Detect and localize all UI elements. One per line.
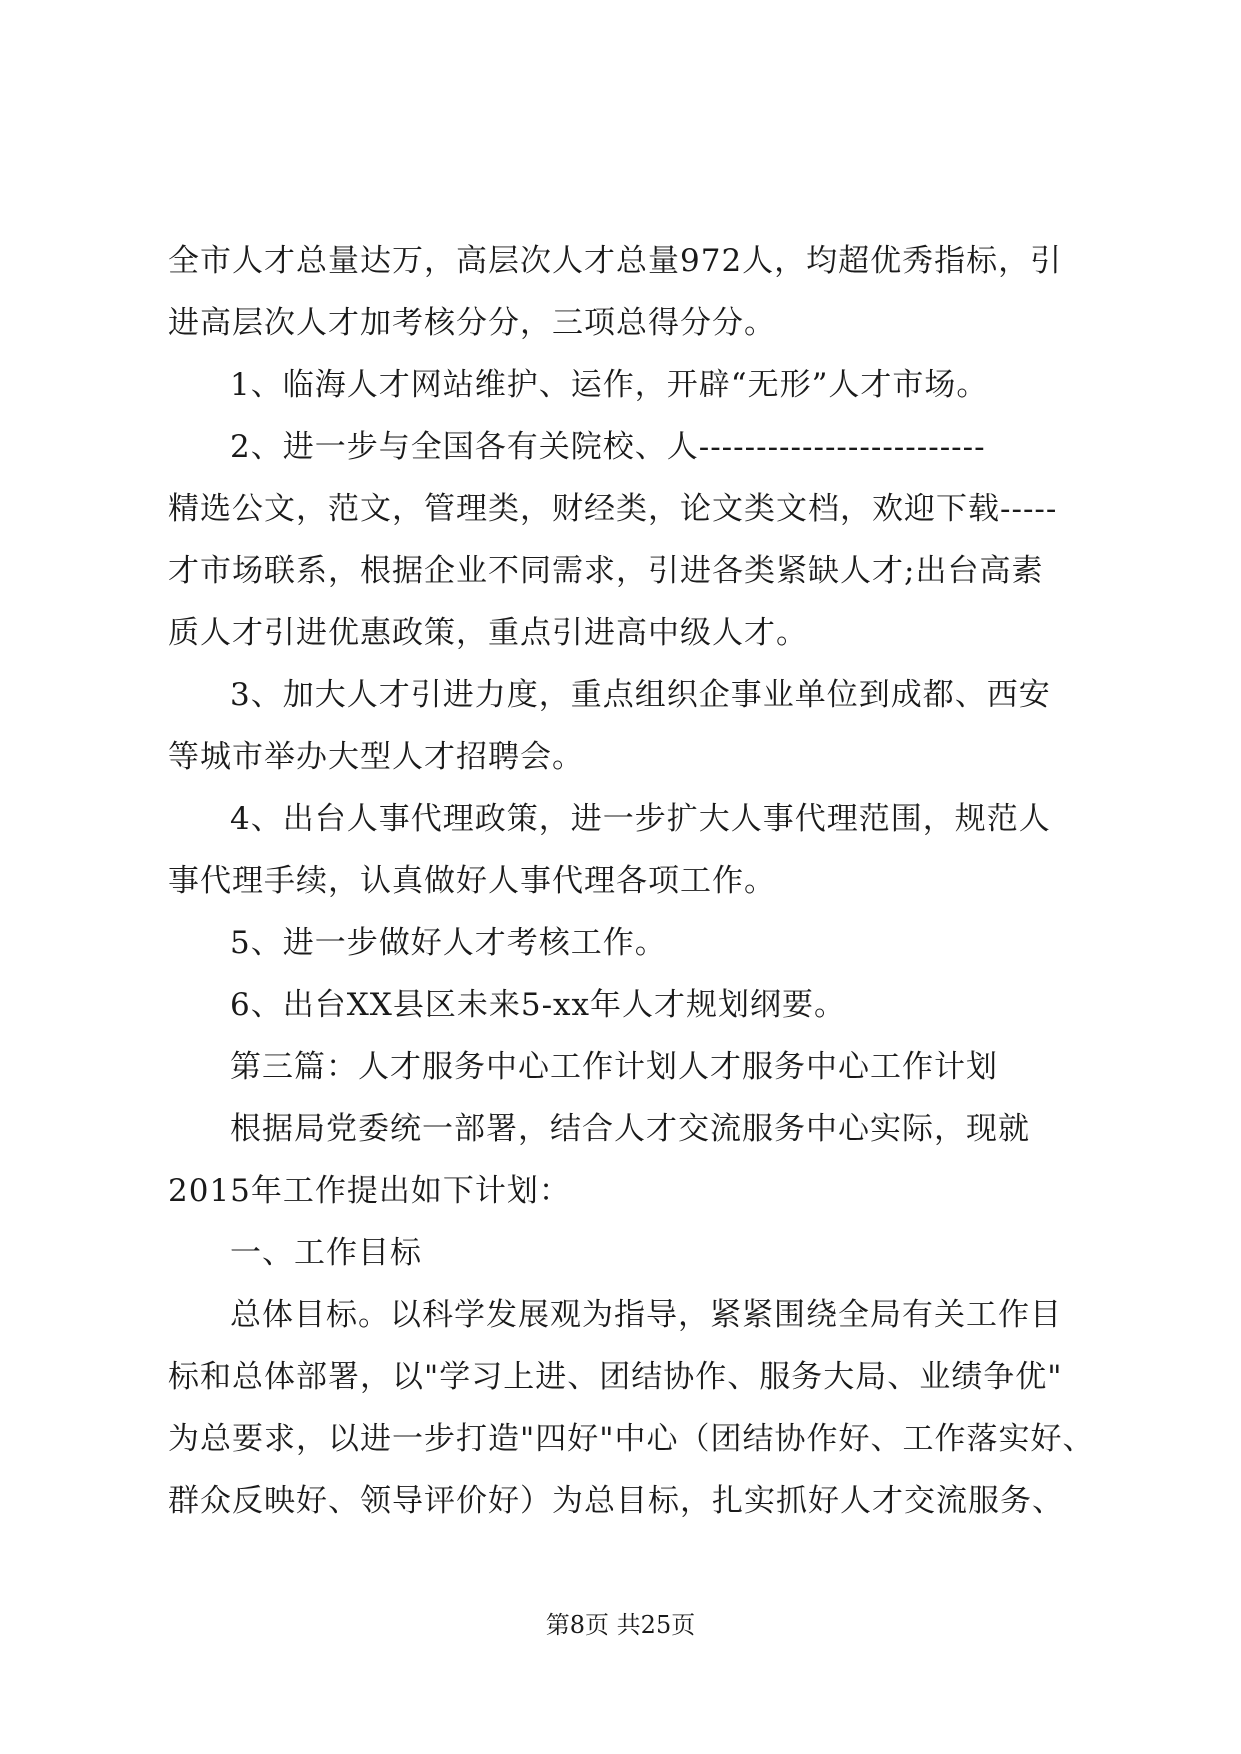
paragraph-line: 4、出台人事代理政策，进一步扩大人事代理范围，规范人 [230, 801, 1051, 837]
paragraph-line: 精选公文，范文，管理类，财经类，论文类文档，欢迎下载----- [168, 491, 1058, 527]
paragraph-line: 3、加大人才引进力度，重点组织企事业单位到成都、西安 [230, 677, 1051, 713]
subsection-heading: 一、工作目标 [230, 1235, 422, 1271]
paragraph-line: 标和总体部署，以"学习上进、团结协作、服务大局、业绩争优" [168, 1359, 1063, 1395]
section-heading: 第三篇：人才服务中心工作计划人才服务中心工作计划 [230, 1049, 998, 1085]
paragraph-line: 根据局党委统一部署，结合人才交流服务中心实际，现就 [230, 1111, 1030, 1147]
paragraph-line: 总体目标。以科学发展观为指导，紧紧围绕全局有关工作目 [230, 1297, 1062, 1333]
document-body [168, 230, 1095, 1532]
paragraph-line: 等城市举办大型人才招聘会。 [168, 739, 584, 775]
paragraph-line: 1、临海人才网站维护、运作，开辟“无形”人才市场。 [230, 367, 989, 403]
paragraph-line: 才市场联系，根据企业不同需求，引进各类紧缺人才;出台高素 [168, 553, 1044, 589]
paragraph-line: 为总要求，以进一步打造"四好"中心（团结协作好、工作落实好、 [168, 1421, 1095, 1457]
paragraph-line: 进高层次人才加考核分分，三项总得分分。 [168, 305, 776, 341]
paragraph-line: 全市人才总量达万，高层次人才总量972人，均超优秀指标，引 [168, 243, 1063, 279]
paragraph-line: 5、进一步做好人才考核工作。 [230, 925, 667, 961]
paragraph-line: 2015年工作提出如下计划： [168, 1173, 571, 1209]
page-number-footer: 第8页 共25页 [545, 1611, 696, 1639]
paragraph-line: 6、出台XX县区未来5-xx年人才规划纲要。 [230, 987, 847, 1023]
paragraph-line: 质人才引进优惠政策，重点引进高中级人才。 [168, 615, 808, 651]
paragraph-line: 群众反映好、领导评价好）为总目标，扎实抓好人才交流服务、 [168, 1483, 1064, 1519]
paragraph-line: 2、进一步与全国各有关院校、人------------------------- [230, 429, 986, 465]
paragraph-line: 事代理手续，认真做好人事代理各项工作。 [168, 863, 776, 899]
